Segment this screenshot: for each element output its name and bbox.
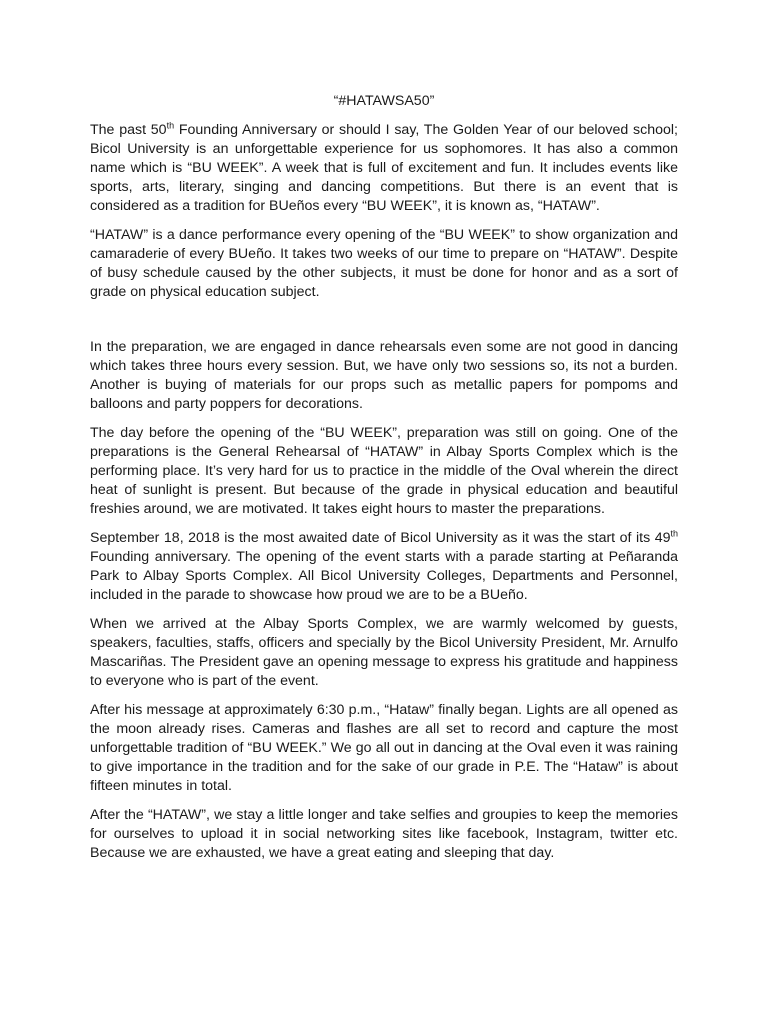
paragraph-6: When we arrived at the Albay Sports Complex, we are warmly welcomed by guests, speakers, faculties, staffs, officers and specially by the Bicol University President, Mr. Arnulfo Mascariñas. The President gave an opening message to express his gratitude and happiness to everyone who is part of the event. — [90, 616, 678, 689]
paragraph-4: The day before the opening of the “BU WEEK”, preparation was still on going. One of the preparations is the General Rehearsal of “HATAW” in Albay Sports Complex which is the performing place. It’s very hard for us to practice in the middle of the Oval wherein the direct heat of sunlight is present. But because of the grade in physical education and beautiful freshies around, we are motivated. It takes eight hours to master the preparations. — [90, 425, 678, 517]
paragraph-1-part-b: Founding Anniversary or should I say, The Golden Year of our beloved school; Bicol University is an unforgettable experience for us sophomores. It has also a common name which is “BU WEEK”. A week that is full of excitement and fun. It includes events like sports, arts, literary, singing and dancing competitions. But there is an event that is considered as a tradition for BUeños every “BU WEEK”, it is known as, “HATAW”. — [90, 122, 678, 214]
paragraph-5-part-b: Founding anniversary. The opening of the event starts with a parade starting at Peñaranda Park to Albay Sports Complex. All Bicol University Colleges, Departments and Personnel, included in the parade to showcase how proud we are to be a BUeño. — [90, 549, 678, 603]
paragraph-1 — [90, 121, 678, 216]
paragraph-2: “HATAW” is a dance performance every opening of the “BU WEEK” to show organization and camaraderie of every BUeño. It takes two weeks of our time to prepare on “HATAW”. Despite of busy schedule caused by the other subjects, it must be done for honor and as a sort of grade on physical education subject. — [90, 227, 678, 300]
paragraph-5 — [90, 529, 678, 605]
paragraph-3: In the preparation, we are engaged in dance rehearsals even some are not good in dancing which takes three hours every session. But, we have only two sessions so, its not a burden. Another is buying of materials for our props such as metallic papers for pompoms and balloons and party poppers for decorations. — [90, 339, 678, 412]
paragraph-1-part-a: The past 50 — [90, 122, 167, 138]
ordinal-suffix: th — [670, 528, 678, 539]
paragraph-5-part-a: September 18, 2018 is the most awaited date of Bicol University as it was the start of its 49 — [90, 530, 671, 546]
ordinal-suffix: th — [166, 120, 175, 131]
document-page — [90, 92, 678, 873]
document-title: “#HATAWSA50” — [333, 93, 435, 109]
paragraph-8: After the “HATAW”, we stay a little longer and take selfies and groupies to keep the memories for ourselves to upload it in social networking sites like facebook, Instagram, twitter etc. Because we are exhausted, we have a great eating and sleeping that day. — [90, 807, 678, 861]
paragraph-7: After his message at approximately 6:30 p.m., “Hataw” finally began. Lights are all opened as the moon already rises. Cameras and flashes are all set to record and capture the most unforgettable tradition of “BU WEEK.” We go all out in dancing at the Oval even it was raining to give importance in the tradition and for the sake of our grade in P.E. The “Hataw” is about fifteen minutes in total. — [90, 702, 678, 794]
